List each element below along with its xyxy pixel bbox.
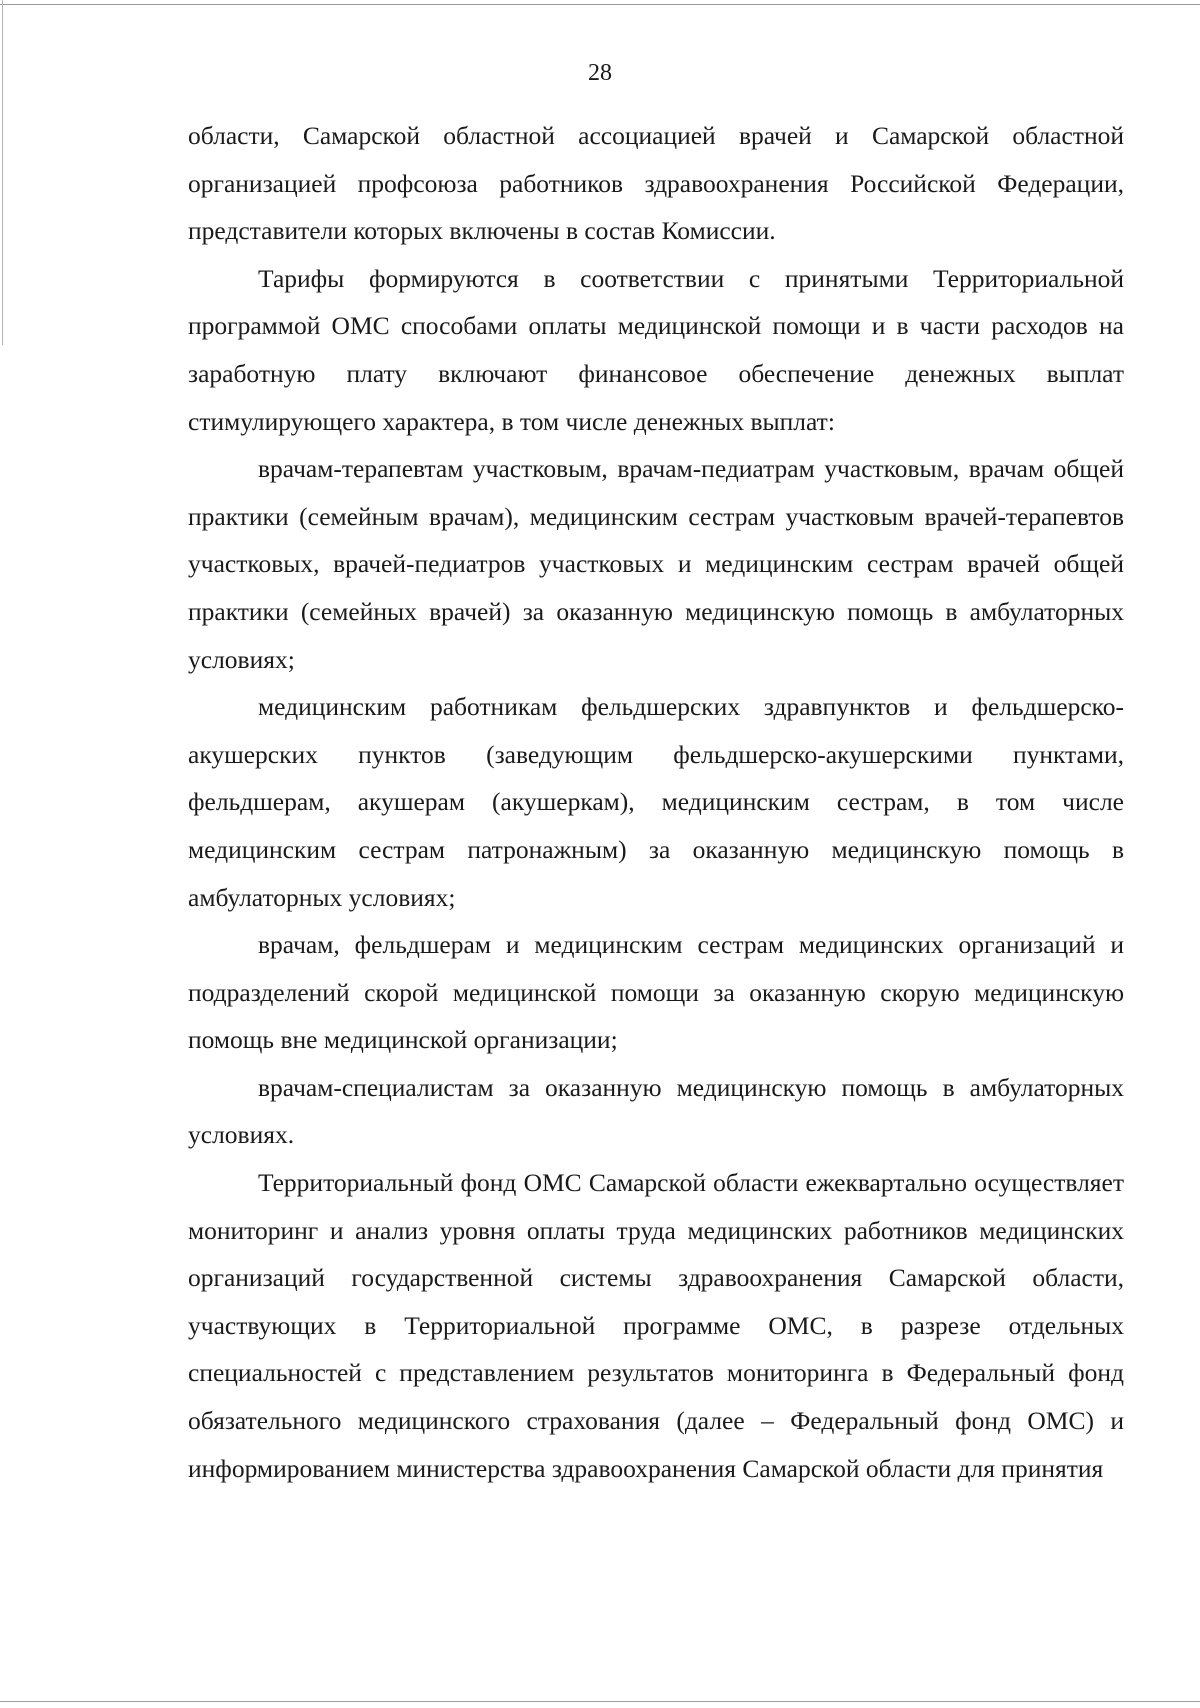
paragraph-continuation: области, Самарской областной ассоциацией врачей и Самарской областной организацией профсоюза работников здравоохранения Российской Федерации, представители которых включены в состав Комиссии. bbox=[188, 121, 1124, 246]
scan-edge-left bbox=[2, 0, 3, 345]
document-body bbox=[188, 112, 1124, 1492]
paragraph-tariffs: Тарифы формируются в соответствии с принятыми Территориальной программой ОМС способами оплаты медицинской помощи и в части расходов на заработную плату включают финансовое обеспечение денежных выплат стимулирующего характера, в том числе денежных выплат: bbox=[188, 263, 1124, 436]
paragraph-list-item-ambulance: врачам, фельдшерам и медицинским сестрам медицинских организаций и подразделений скорой медицинской помощи за оказанную скорую медицинскую помощь вне медицинской организации; bbox=[188, 930, 1124, 1055]
paragraph-list-item-district-doctors: врачам-терапевтам участковым, врачам-педиатрам участковым, врачам общей практики (семейным врачам), медицинским сестрам участковым врачей-терапевтов участковых, врачей-педиатров участковых и медицинским сестрам врачей общей практики (семейных врачей) за оказанную медицинскую помощь в амбулаторных условиях; bbox=[188, 454, 1124, 674]
page-number: 28 bbox=[588, 60, 612, 86]
paragraph-list-item-specialists: врачам-специалистам за оказанную медицинскую помощь в амбулаторных условиях. bbox=[188, 1072, 1124, 1150]
paragraph-list-item-feldsher-points: медицинским работникам фельдшерских здравпунктов и фельдшерско-акушерских пунктов (заведующим фельдшерско-акушерскими пунктами, фельдшерам, акушерам (акушеркам), медицинским сестрам, в том числе медицинским сестрам патронажным) за оказанную медицинскую помощь в амбулаторных условиях; bbox=[188, 692, 1124, 912]
scan-edge-bottom bbox=[0, 1701, 1200, 1702]
scan-edge-top bbox=[0, 4, 1200, 5]
paragraph-monitoring: Территориальный фонд ОМС Самарской области ежеквартально осуществляет мониторинг и анализ уровня оплаты труда медицинских работников медицинских организаций государственной системы здравоохранения Самарской области, участвующих в Территориальной программе ОМС, в разрезе отдельных специальностей с представлением результатов мониторинга в Федеральный фонд обязательного медицинского страхования (далее – Федеральный фонд ОМС) и информированием министерства здравоохранения Самарской области для принятия bbox=[188, 1168, 1124, 1483]
